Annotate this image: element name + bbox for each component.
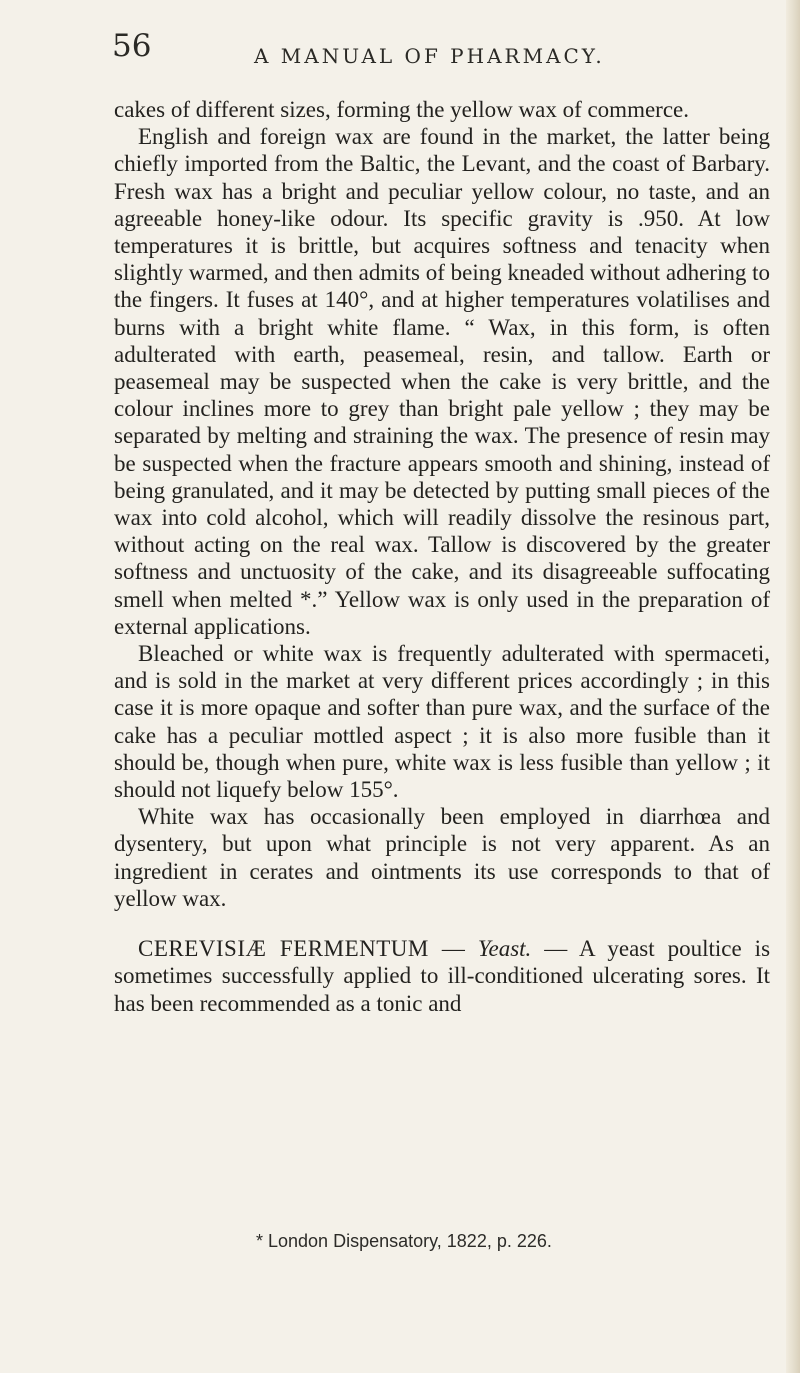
page-number: 56: [112, 28, 152, 64]
page-edge: [786, 0, 800, 1373]
italic-term: Yeast.: [477, 936, 532, 962]
page-header: [112, 26, 772, 76]
dash: —: [428, 936, 478, 962]
paragraph-2: English and foreign wax are found in the market, the latter being chiefly imported from the Baltic, the Levant, and the coast of Barbary. Fresh wax has a bright and peculiar yellow colour, no taste, and an agreeable honey-like odour. Its specific gravity is .950. At low temperatures it is brittle, but acquires softness and tenacity when slightly warmed, and then admits of being kneaded without adhering to the fingers. It fuses at 140°, and at higher temperatures volatilises and burns with a bright white flame. “ Wax, in this form, is often adulterated with earth, peasemeal, resin, and tallow. Earth or peasemeal may be suspected when the cake is very brittle, and the colour inclines more to grey than bright pale yellow ; they may be separated by melting and straining the wax. The presence of resin may be suspected when the fracture appears smooth and shining, instead of being granulated, and it may be detected by putting small pieces of the wax into cold alcohol, which will readily dissolve the resinous part, without acting on the real wax. Tallow is discovered by the greater softness and unctuosity of the cake, and its disagreeable suffocating smell when melted *.” Yellow wax is only used in the preparation of external applications.: [114, 124, 770, 639]
section-heading: CEREVISIÆ FERMENTUM: [138, 936, 429, 962]
paragraph-1: cakes of different sizes, forming the yellow wax of commerce.: [114, 97, 689, 122]
running-title: A MANUAL OF PHARMACY.: [254, 44, 605, 68]
paragraph-5: [114, 935, 770, 1017]
section-text: A yeast poultice is sometimes successfully applied to ill-conditioned ulcerating sores. It has been recommended as a tonic and: [114, 936, 771, 1016]
paragraph-4: White wax has occasionally been employed in diarrhœa and dysentery, but upon what principle is not very apparent. As an ingredient in cerates and ointments its use corresponds to that of yellow wax.: [114, 804, 770, 911]
dash: —: [531, 936, 580, 962]
body-text: [114, 96, 770, 1017]
paragraph-3: Bleached or white wax is frequently adulterated with spermaceti, and is sold in the market at very different prices accordingly ; in this case it is more opaque and softer than pure wax, and the surface of the cake has a peculiar mottled aspect ; it is also more fusible than it should be, though when pure, white wax is less fusible than yellow ; it should not liquefy below 155°.: [114, 641, 770, 803]
footnote: * London Dispensatory, 1822, p. 226.: [256, 1231, 552, 1251]
